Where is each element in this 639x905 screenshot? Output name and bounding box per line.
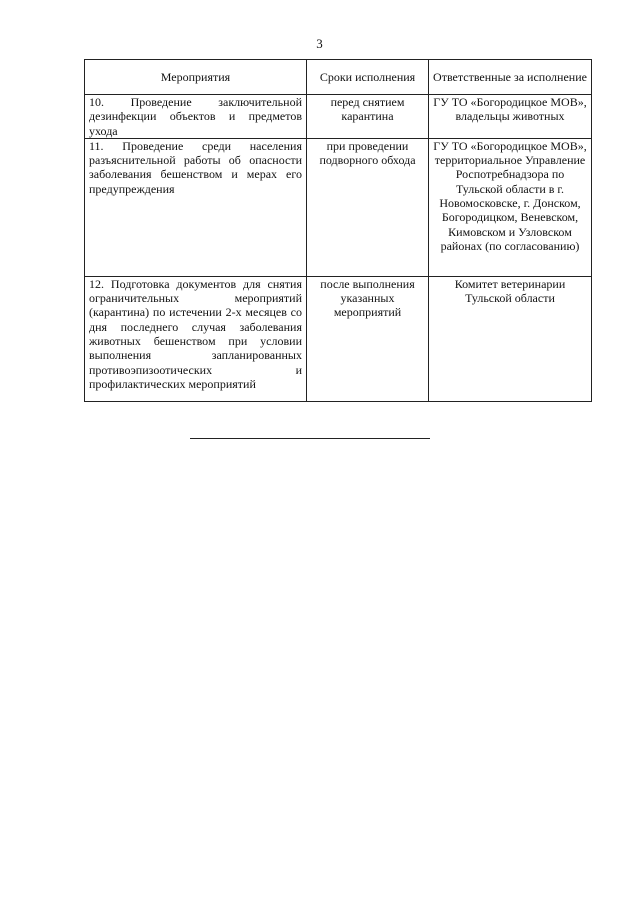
page-number: 3 xyxy=(316,36,323,51)
deadline-cell: при проведении подворного обхода xyxy=(307,138,429,276)
table-row xyxy=(85,138,592,276)
deadline-cell: перед снятием карантина xyxy=(307,95,429,139)
deadline-cell: после выполнения указанных мероприятий xyxy=(307,276,429,401)
responsible-cell: ГУ ТО «Богородицкое МОВ», территориальное Управление Роспотребнадзора по Тульской области в г. Новомосковске, г. Донском, Богородицком, Веневском, Кимовском и Узловском районах (по согласованию) xyxy=(429,138,592,276)
header-deadlines: Сроки исполнения xyxy=(307,60,429,95)
header-measures: Мероприятия xyxy=(85,60,307,95)
measure-cell: 11. Проведение среди населения разъяснительной работы об опасности заболевания бешенством и мерах его предупреждения xyxy=(85,138,307,276)
table-row xyxy=(85,276,592,401)
measures-table xyxy=(84,59,592,402)
measure-cell: 12. Подготовка документов для снятия ограничительных мероприятий (карантина) по истечении 2-х месяцев со дня последнего случая заболевания животных бешенством при условии выполнения запланированных противоэпизоотических и профилактических мероприятий xyxy=(85,276,307,401)
header-responsible: Ответственные за исполнение xyxy=(429,60,592,95)
responsible-cell: ГУ ТО «Богородицкое МОВ», владельцы животных xyxy=(429,95,592,139)
closing-rule xyxy=(190,438,430,439)
measure-cell: 10. Проведение заключительной дезинфекции объектов и предметов ухода xyxy=(85,95,307,139)
responsible-cell: Комитет ветеринарии Тульской области xyxy=(429,276,592,401)
table-header-row xyxy=(85,60,592,95)
table-row xyxy=(85,95,592,139)
